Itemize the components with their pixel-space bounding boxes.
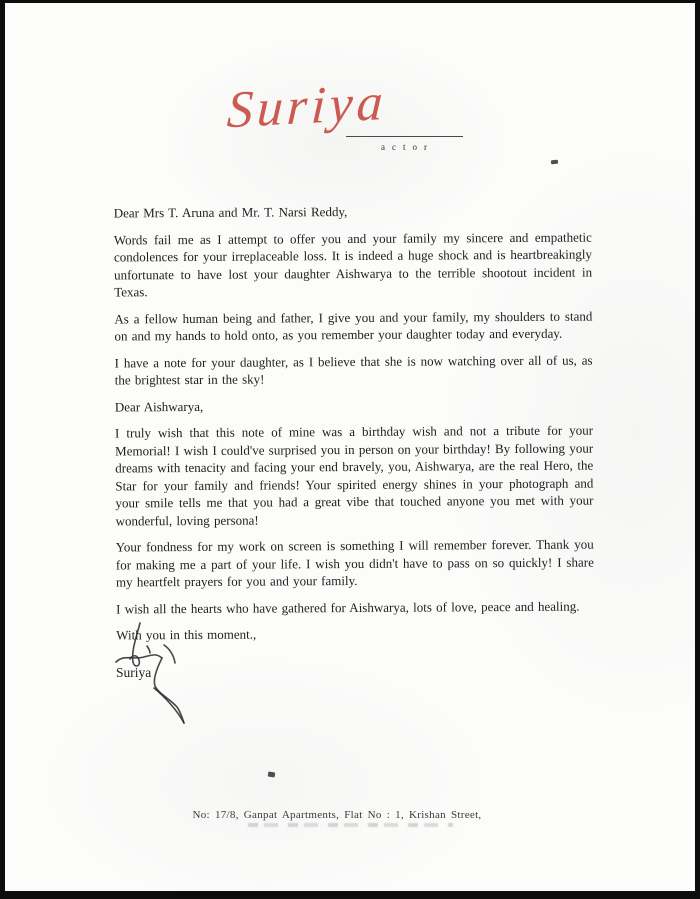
letterhead	[5, 73, 695, 159]
paragraph-note-intro: I have a note for your daughter, as I believe that she is now watching over all of us, as the brightest star in the sky!	[114, 352, 593, 388]
scan-speck	[268, 772, 276, 778]
paragraph-wish: I wish all the hearts who have gathered for Aishwarya, lots of love, peace and healing.	[116, 598, 580, 616]
footer-cropped-line-artifact	[248, 823, 453, 827]
brand-tagline: actor	[381, 142, 434, 152]
tagline-rule	[346, 136, 463, 155]
second-salutation: Dear Aishwarya,	[114, 398, 204, 414]
footer	[5, 809, 682, 821]
closing-line: With you in this moment.,	[116, 626, 257, 643]
paragraph-condolence: Words fail me as I attempt to offer you and your family my sincere and empathetic condolences for your irreplaceable loss. It is indeed a huge shock and is heartbreakingly unfortunate to have lost your daughter Aishwarya to the terrible shootout incident in Texas.	[113, 229, 593, 300]
paragraph-support: As a fellow human being and father, I give you and your family, my shoulders to stand on and my hands to hold onto, as you remember your daughter today and everyday.	[114, 308, 593, 344]
paragraph-gratitude: Your fondness for my work on screen is something I will remember forever. Thank you for making me a part of your life. I wish you didn't have to pass on so quickly! I share my heartfelt prayers for you and your family.	[115, 536, 594, 590]
brand-logo-text: Suriya	[225, 73, 389, 140]
signature-typed-name: Suriya	[116, 665, 152, 680]
letter-body	[114, 202, 595, 653]
paragraph-tribute: I truly wish that this note of mine was a birthday wish and not a tribute for your Memorial! I wish I could've surprised you in person on your birthday! By following your dreams with tenacity and facing your end bravely, you, Aishwarya, are the real Hero, the Star for your family and friends! Your spirited energy shines in your photograph and your smile tells me that you had a great vibe that touched anyone you met with your wonderful, loving persona!	[114, 422, 594, 528]
scan-speck	[551, 160, 558, 165]
letter-paper	[5, 3, 695, 891]
salutation: Dear Mrs T. Aruna and Mr. T. Narsi Reddy,	[113, 204, 348, 221]
footer-address: No: 17/8, Ganpat Apartments, Flat No : 1, Krishan Street,	[192, 809, 482, 821]
